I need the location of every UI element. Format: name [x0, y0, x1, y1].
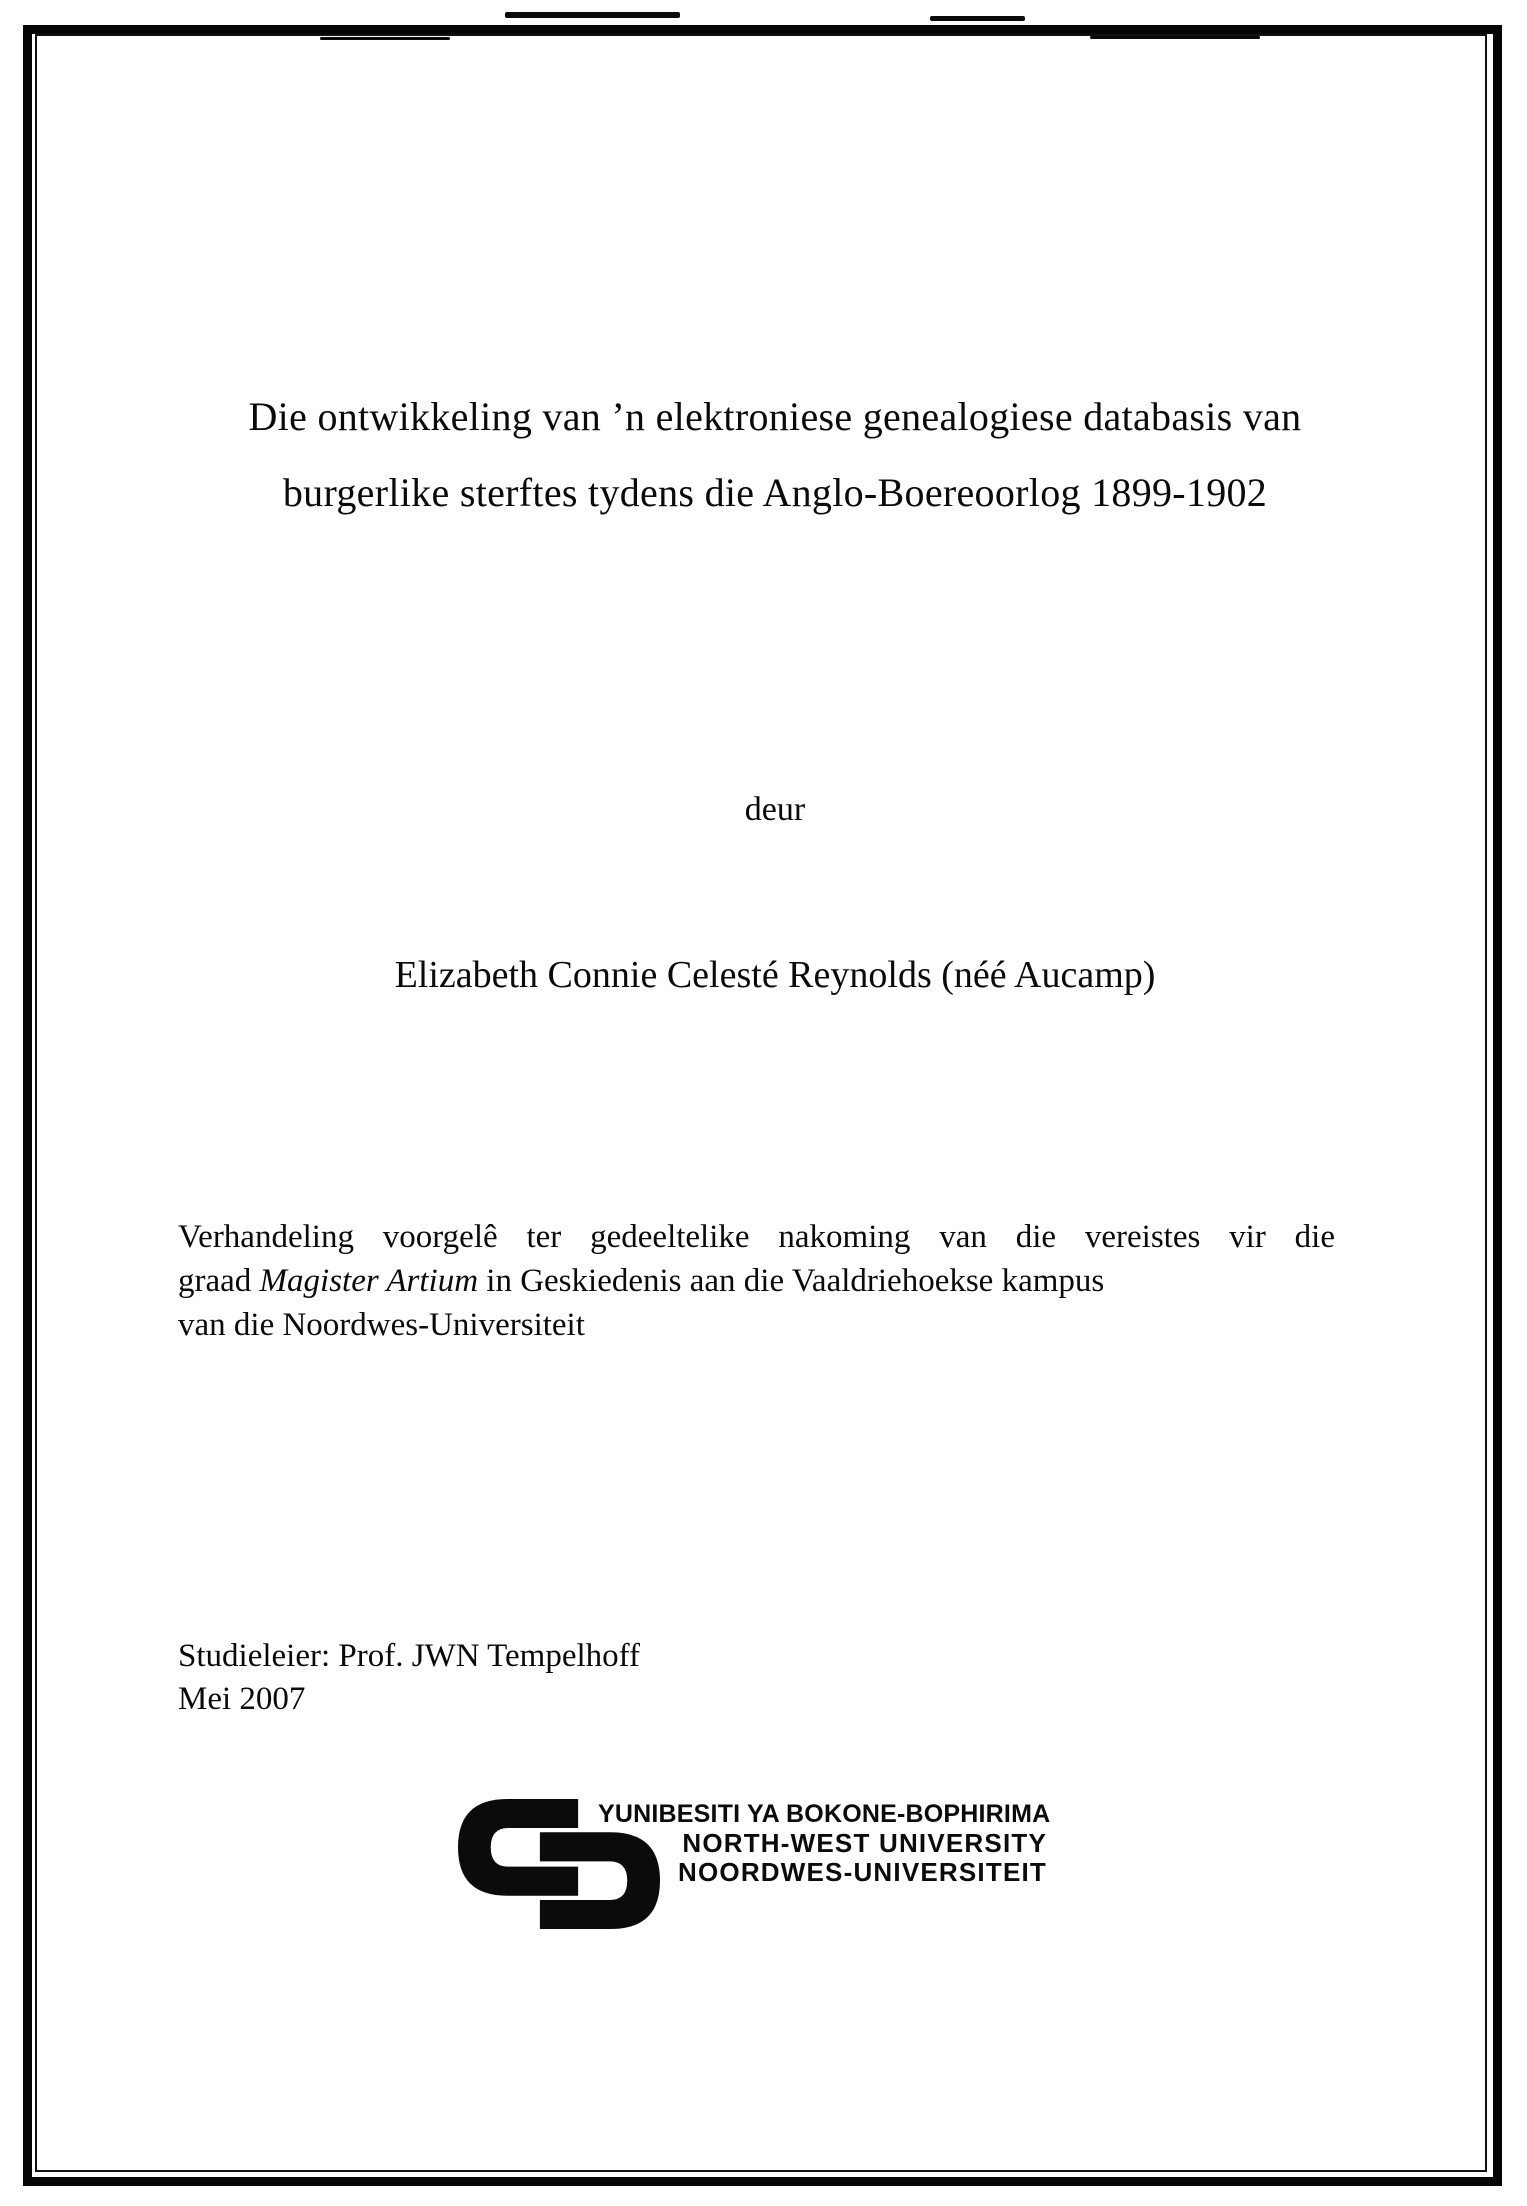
university-wordmark	[598, 1799, 1051, 1887]
submission-line-2	[178, 1259, 1335, 1303]
byline-deur: deur	[744, 791, 806, 828]
scan-artifact	[505, 12, 680, 18]
university-name-english: NORTH-WEST UNIVERSITY	[682, 1828, 1047, 1858]
submission-line-2-prefix: graad	[178, 1263, 260, 1299]
university-name-afrikaans: NOORDWES-UNIVERSITEIT	[678, 1857, 1047, 1887]
scan-artifact	[1090, 36, 1260, 39]
university-name-setswana: YUNIBESITI YA BOKONE-BOPHIRIMA	[598, 1800, 1051, 1828]
submission-line-3: van die Noordwes-Universiteit	[178, 1307, 585, 1343]
thesis-title-line-2: burgerlike sterftes tydens die Anglo-Boereoorlog 1899-1902	[282, 470, 1268, 515]
degree-name-italic: Magister Artium	[259, 1263, 479, 1299]
supervisor-line: Studieleier: Prof. JWN Tempelhoff	[178, 1638, 641, 1674]
submission-statement	[178, 1215, 1335, 1347]
scan-artifact	[930, 16, 1025, 21]
scan-artifact	[320, 37, 450, 40]
submission-line-2-suffix: in Geskiedenis aan die Vaaldriehoekse kampus	[478, 1263, 1105, 1299]
thesis-title-line-1: Die ontwikkeling van ’n elektroniese genealogiese databasis van	[248, 394, 1302, 439]
submission-line-1: Verhandeling voorgelê ter gedeeltelike nakoming van die vereistes vir die	[178, 1219, 1335, 1255]
supervisor-block	[178, 1635, 1078, 1721]
author-name: Elizabeth Connie Celesté Reynolds (néé Aucamp)	[394, 954, 1156, 996]
date-line: Mei 2007	[178, 1681, 306, 1717]
